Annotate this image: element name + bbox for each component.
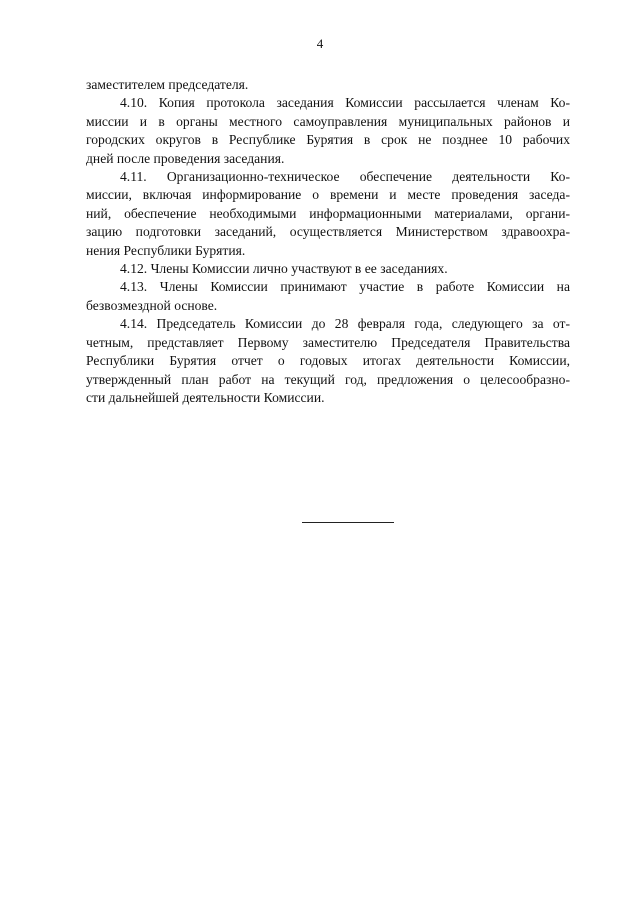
text-line: 4.10. Копия протокола заседания Комиссии рассылается членам Ко- [120,95,570,111]
text-line: миссии, включая информирование о времени и месте проведения заседа- [86,187,570,203]
text-line: зацию подготовки заседаний, осуществляется Министерством здравоохра- [86,224,570,240]
text-line: дней после проведения заседания. [86,150,285,166]
paragraph-continuation [86,76,570,94]
text-line: миссии и в органы местного самоуправления муниципальных районов и [86,113,570,129]
text-line: городских округов в Республике Бурятия в срок не позднее 10 рабочих [86,132,570,148]
text-line: безвозмездной основе. [86,297,218,313]
text-line: четным, представляет Первому заместителю Председателя Правительства [86,334,570,350]
text-line: ний, обеспечение необходимыми информационными материалами, органи- [86,205,570,221]
paragraph-4-14 [86,315,570,407]
paragraph-4-10 [86,94,570,168]
text-line: 4.14. Председатель Комиссии до 28 февраля года, следующего за от- [120,316,570,332]
text-line: заместителем председателя. [86,77,249,92]
paragraph-4-13 [86,278,570,315]
page-number: 4 [316,36,324,51]
paragraph-4-11 [86,168,570,260]
text-line: Республики Бурятия отчет о годовых итогах деятельности Комиссии, [86,353,570,369]
document-body [86,76,570,407]
text-line: утвержденный план работ на текущий год, предложения о целесообразно- [86,371,570,387]
end-divider-line [302,522,394,523]
text-line: 4.13. Члены Комиссии принимают участие в работе Комиссии на [120,279,570,295]
text-line: 4.12. Члены Комиссии лично участвуют в ее заседаниях. [120,261,448,277]
paragraph-4-12 [86,260,570,278]
text-line: 4.11. Организационно-техническое обеспечение деятельности Ко- [120,169,570,185]
text-line: сти дальнейшей деятельности Комиссии. [86,389,325,405]
text-line: нения Республики Бурятия. [86,242,246,258]
